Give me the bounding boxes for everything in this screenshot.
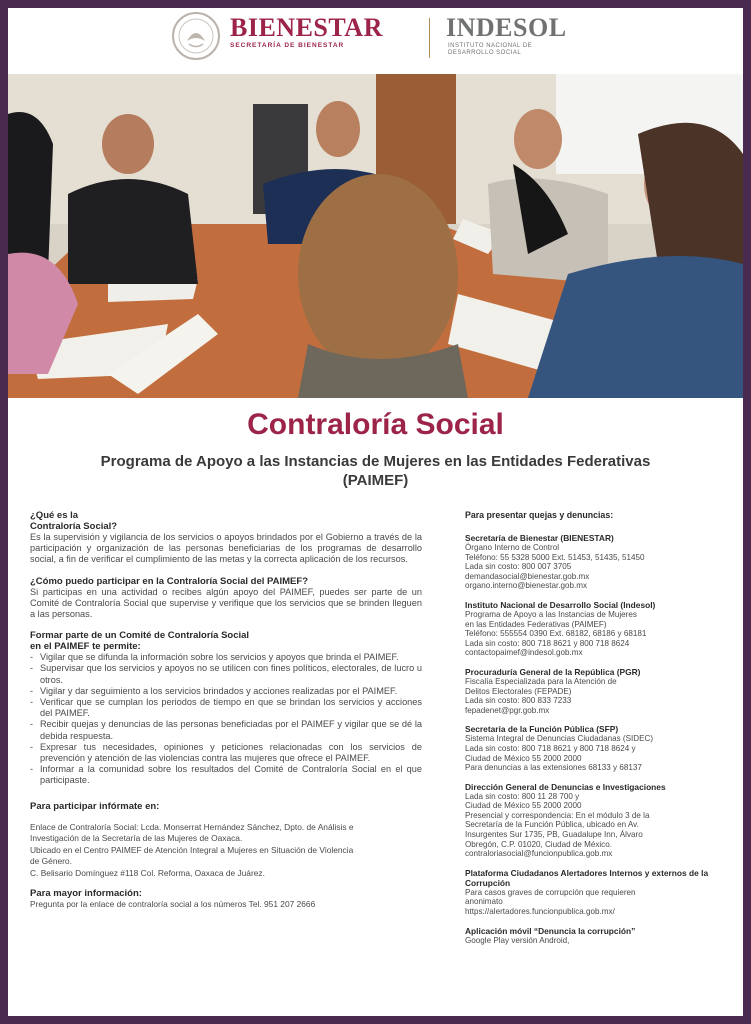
list-item: - Supervisar que los servicios y apoyos no se utilicen con fines políticos, electorales, de lucro u otros. (30, 663, 422, 685)
partner-subtitle-1: INSTITUTO NACIONAL DE (448, 43, 533, 49)
section-heading: Para mayor información: (30, 887, 142, 899)
section-text: Es la supervisión y vigilancia de los servicios o apoyos brindados por el Gobierno a través de la participación y organización de las personas beneficiarias de los programas de desarrollo social, a fin de verificar el cumplimiento de las metas y la correcta aplicación de los recursos. (30, 532, 422, 565)
contact-line: Programa de Apoyo a las Instancias de Mujeres (465, 609, 637, 619)
left-column (30, 510, 422, 910)
contact-title: Aplicación móvil “Denuncia la corrupción” (465, 925, 636, 936)
contact-line: Enlace de Contraloría Social: Lcda. Monserrat Hernández Sánchez, Dpto. de Análisis e (30, 821, 354, 832)
contact-title: Procuraduría General de la República (PGR) (465, 666, 641, 677)
list-item: - Informar a la comunidad sobre los resultados del Comité de Contraloría Social en el que participaste. (30, 764, 422, 786)
contact-email[interactable]: contraloriasocial@funcionpublica.gob.mx (465, 849, 613, 859)
contact-line: Presencial y correspondencia: En el módulo 3 de la (465, 810, 650, 820)
contact-line: Para denuncias a las extensiones 68133 y 68137 (465, 763, 642, 773)
section-heading: Formar parte de un Comité de Contraloría Social (30, 630, 250, 642)
section-mayor-info (30, 888, 422, 911)
brand-title: BIENESTAR (230, 13, 383, 42)
list-item: - Vigilar que se difunda la información sobre los servicios y apoyos que brinda el PAIMEF. (30, 652, 422, 663)
contact-title: Instituto Nacional de Desarrollo Social (Indesol) (465, 599, 656, 610)
section-como-participar (30, 576, 422, 621)
partner-subtitle-2: DESARROLLO SOCIAL (448, 50, 522, 56)
contact-line: Pregunta por la enlace de contraloría social a los números Tel. 951 207 2666 (30, 898, 316, 909)
partner-title: INDESOL (446, 13, 567, 42)
contact-line: Lada sin costo: 800 718 8621 y 800 718 8624 y (465, 743, 636, 753)
section-heading: en el PAIMEF te permite: (30, 641, 141, 653)
contact-line: Ciudad de México 55 2000 2000 (465, 801, 582, 811)
page-title: Contraloría Social (247, 408, 504, 441)
contact-line: Sistema Integral de Denuncias Ciudadanas (SIDEC) (465, 734, 654, 744)
contact-link[interactable]: https://alertadores.funcionpublica.gob.mx/ (465, 907, 615, 917)
contact-line: Google Play versión Android, (465, 935, 570, 945)
meeting-photo (8, 74, 743, 398)
list-item: - Verificar que se cumplan los periodos de tiempo en que se brindan los servicios y acciones del PAIMEF. (30, 697, 422, 719)
contact-line: Para casos graves de corrupción que requieren (465, 887, 636, 897)
section-text: Si participas en una actividad o recibes algún apoyo del PAIMEF, puedes ser parte de un Comité de Contraloría Social que supervise y verifique que los servicios que se brinden lleguen a las personas. (30, 586, 422, 620)
contact-line: Teléfono: 55 5328 5000 Ext. 51453, 51435, 51450 (465, 552, 645, 562)
contact-line: en las Entidades Federativas (PAIMEF) (465, 619, 607, 629)
program-subtitle (68, 452, 683, 490)
contact-title: Secretaría de la Función Pública (SFP) (465, 724, 619, 735)
contact-line: Lada sin costo: 800 007 3705 (465, 562, 572, 572)
contact-email[interactable]: fepadenet@pgr.gob.mx (465, 705, 550, 715)
contact-line: Órgano Interno de Control (465, 543, 560, 552)
section-comite (30, 630, 422, 786)
contact-line: Insurgentes Sur 1735, PB, Guadalupe Inn, Álvaro (465, 830, 643, 840)
contact-block-indesol (465, 600, 727, 658)
contact-line: Lada sin costo: 800 833 7233 (465, 696, 572, 706)
section-heading: ¿Qué es la (30, 510, 79, 521)
right-column (465, 510, 727, 954)
section-heading: ¿Cómo puedo participar en la Contraloría Social del PAIMEF? (30, 575, 309, 587)
list-item: - Vigilar y dar seguimiento a los servicios brindados y acciones realizadas por el PAIMEF. (30, 686, 422, 697)
list-item: - Recibir quejas y denuncias de las personas beneficiadas por el PAIMEF y vigilar que se dé la debida respuesta. (30, 719, 422, 741)
contact-line: Investigación de la Secretaría de las Mujeres de Oaxaca. (30, 833, 243, 844)
contact-email[interactable]: organo.interno@bienestar.gob.mx (465, 581, 588, 591)
contact-line: Delitos Electorales (FEPADE) (465, 686, 572, 696)
section-participar (30, 801, 422, 880)
contact-title: Secretaría de Bienestar (BIENESTAR) (465, 533, 614, 543)
contact-line: Teléfono: 555554 0390 Ext. 68182, 68186 y 68181 (465, 629, 647, 639)
complaints-heading: Para presentar quejas y denuncias: (465, 510, 614, 520)
contact-line: C. Belisario Domínguez #118 Col. Reforma, Oaxaca de Juárez. (30, 868, 265, 879)
contact-email[interactable]: contactopaimef@indesol.gob.mx (465, 648, 583, 658)
contact-title: Plataforma Ciudadanos Alertadores Internos y externos de la Corrupción (465, 867, 709, 888)
list-item: - Expresar tus necesidades, opiniones y peticiones relacionadas con los servicios de prevención y atención de las violencias contra las mujeres que ofrece el PAIMEF. (30, 742, 422, 764)
subtitle-line-1: Programa de Apoyo a las Instancias de Mujeres en las Entidades Federativas (100, 453, 651, 470)
contact-line: Ciudad de México 55 2000 2000 (465, 753, 582, 763)
section-heading: Para participar infórmate en: (30, 800, 160, 812)
contact-email[interactable]: demandasocial@bienestar.gob.mx (465, 571, 590, 581)
national-seal-icon (171, 11, 221, 61)
contact-block-pgr (465, 667, 727, 715)
section-que-es (30, 510, 422, 566)
contact-line: Lada sin costo: 800 11 28 700 y (465, 791, 580, 801)
contact-line: Fiscalía Especializada para la Atención de (465, 676, 617, 686)
subtitle-line-2: (PAIMEF) (342, 472, 409, 489)
header (8, 8, 743, 74)
contact-block-app (465, 926, 727, 946)
contact-block-alertadores (465, 868, 727, 917)
contact-line: de Género. (30, 856, 72, 867)
benefits-list (30, 652, 422, 786)
contact-block-sfp (465, 724, 727, 772)
contact-block-dgdi (465, 782, 727, 859)
contact-line: Obregón, C.P. 01020, Ciudad de México. (465, 839, 612, 849)
section-heading: Contraloría Social? (30, 521, 118, 532)
contact-line: Lada sin costo: 800 718 8621 y 800 718 8624 (465, 638, 630, 648)
header-divider (429, 18, 430, 58)
brand-subtitle: SECRETARÍA DE BIENESTAR (230, 42, 345, 49)
contact-title: Dirección General de Denuncias e Investigaciones (465, 781, 666, 792)
contact-block-bienestar (465, 533, 727, 591)
contact-line: anonimato (465, 897, 503, 907)
contact-line: Secretaría de la Función Pública, ubicado en Av. (465, 820, 639, 830)
flyer-page (8, 8, 743, 1016)
contact-line: Ubicado en el Centro PAIMEF de Atención Integral a Mujeres en Situación de Violencia (30, 844, 354, 855)
